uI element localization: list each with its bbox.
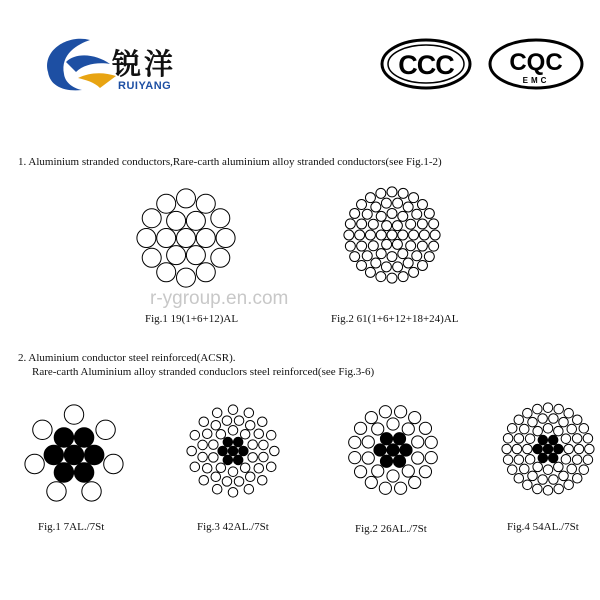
section-2-subheading: Rare-carth Aluminium alloy stranded conduclors steel reinforced(see Fig.3-6) xyxy=(32,366,375,378)
steel-wire xyxy=(374,444,386,456)
aluminium-wire xyxy=(167,246,186,265)
aluminium-wire xyxy=(365,476,377,488)
aluminium-wire xyxy=(543,465,553,475)
aluminium-wire xyxy=(533,462,543,472)
aluminium-wire xyxy=(211,472,221,482)
aluminium-wire xyxy=(222,416,232,426)
aluminium-wire xyxy=(362,452,374,464)
aluminium-wire xyxy=(538,414,548,424)
aluminium-wire xyxy=(585,444,595,454)
aluminium-wire xyxy=(196,194,215,213)
aluminium-wire xyxy=(507,424,517,434)
aluminium-wire xyxy=(523,480,533,490)
figure-61-strand-conductor xyxy=(342,185,442,285)
aluminium-wire xyxy=(257,417,267,427)
aluminium-wire xyxy=(167,211,186,230)
aluminium-wire xyxy=(514,415,524,425)
brand-chinese-name: 锐洋 xyxy=(112,47,177,81)
aluminium-wire xyxy=(502,444,512,454)
steel-wire xyxy=(554,444,564,454)
aluminium-wire xyxy=(514,434,524,444)
aluminium-wire xyxy=(538,475,548,485)
section-2-heading: 2. Aluminium conductor steel reinforced(ACSR). xyxy=(18,352,236,364)
aluminium-wire xyxy=(259,440,269,450)
steel-wire xyxy=(380,455,392,467)
steel-wire xyxy=(380,433,392,445)
aluminium-wire xyxy=(212,408,222,418)
aluminium-wire xyxy=(216,463,226,473)
aluminium-wire xyxy=(574,444,584,454)
figure-42al-caption: Fig.3 42AL./7St xyxy=(197,521,269,533)
aluminium-wire xyxy=(82,482,101,501)
aluminium-wire xyxy=(345,241,355,251)
aluminium-wire xyxy=(429,219,439,229)
aluminium-wire xyxy=(381,198,391,208)
aluminium-wire xyxy=(403,202,413,212)
steel-wire xyxy=(393,433,405,445)
aluminium-wire xyxy=(406,241,416,251)
aluminium-wire xyxy=(559,471,569,481)
aluminium-wire xyxy=(392,239,402,249)
aluminium-wire xyxy=(395,406,407,418)
steel-wire xyxy=(54,428,73,447)
aluminium-wire xyxy=(266,462,276,472)
aluminium-wire xyxy=(554,462,564,472)
aluminium-wire xyxy=(198,440,208,450)
aluminium-wire xyxy=(409,476,421,488)
aluminium-wire xyxy=(424,252,434,262)
aluminium-wire xyxy=(198,452,208,462)
aluminium-wire xyxy=(412,452,424,464)
aluminium-wire xyxy=(507,465,517,475)
aluminium-wire xyxy=(523,408,533,418)
aluminium-wire xyxy=(357,200,367,210)
aluminium-wire xyxy=(387,273,397,283)
aluminium-wire xyxy=(376,249,386,259)
aluminium-wire xyxy=(355,230,365,240)
watermark: r-ygroup.en.com xyxy=(150,288,289,309)
aluminium-wire xyxy=(382,239,392,249)
aluminium-wire xyxy=(376,230,386,240)
aluminium-wire xyxy=(403,258,413,268)
aluminium-wire xyxy=(567,464,577,474)
aluminium-wire xyxy=(362,209,372,219)
aluminium-wire xyxy=(398,188,408,198)
aluminium-wire xyxy=(409,230,419,240)
aluminium-wire xyxy=(519,464,529,474)
aluminium-wire xyxy=(349,452,361,464)
aluminium-wire xyxy=(523,444,533,454)
aluminium-wire xyxy=(579,465,589,475)
aluminium-wire xyxy=(561,455,571,465)
aluminium-wire xyxy=(379,482,391,494)
aluminium-wire xyxy=(387,252,397,262)
aluminium-wire xyxy=(371,202,381,212)
aluminium-wire xyxy=(211,248,230,267)
aluminium-wire xyxy=(525,434,535,444)
aluminium-wire xyxy=(64,405,83,424)
aluminium-wire xyxy=(157,194,176,213)
aluminium-wire xyxy=(259,452,269,462)
aluminium-wire xyxy=(186,211,205,230)
steel-wire xyxy=(543,444,553,454)
aluminium-wire xyxy=(177,268,196,287)
steel-wire xyxy=(538,435,548,445)
aluminium-wire xyxy=(425,436,437,448)
aluminium-wire xyxy=(257,475,267,485)
aluminium-wire xyxy=(209,453,219,463)
aluminium-wire xyxy=(583,455,593,465)
cqc-mark-text: CQC xyxy=(509,49,563,76)
aluminium-wire xyxy=(357,241,367,251)
aluminium-wire xyxy=(244,484,254,494)
aluminium-wire xyxy=(419,422,431,434)
aluminium-wire xyxy=(429,241,439,251)
aluminium-wire xyxy=(365,193,375,203)
aluminium-wire xyxy=(419,466,431,478)
figure-7al-7st-conductor xyxy=(22,403,126,507)
figure-54al-7st-conductor xyxy=(500,401,596,497)
figure-42al-7st-conductor xyxy=(185,403,281,499)
steel-wire xyxy=(548,453,558,463)
aluminium-wire xyxy=(365,411,377,423)
aluminium-wire xyxy=(419,230,429,240)
ccc-mark-text: CCC xyxy=(398,50,454,80)
aluminium-wire xyxy=(393,198,403,208)
aluminium-wire xyxy=(196,229,215,248)
aluminium-wire xyxy=(412,251,422,261)
aluminium-wire xyxy=(572,473,582,483)
aluminium-wire xyxy=(177,189,196,208)
aluminium-wire xyxy=(382,221,392,231)
aluminium-wire xyxy=(33,420,52,439)
aluminium-wire xyxy=(554,404,564,414)
aluminium-wire xyxy=(398,249,408,259)
aluminium-wire xyxy=(212,484,222,494)
aluminium-wire xyxy=(228,488,238,498)
aluminium-wire xyxy=(398,272,408,282)
steel-wire xyxy=(533,444,543,454)
aluminium-wire xyxy=(209,440,219,450)
aluminium-wire xyxy=(216,229,235,248)
aluminium-wire xyxy=(567,424,577,434)
aluminium-wire xyxy=(240,430,250,440)
aluminium-wire xyxy=(254,429,264,439)
aluminium-wire xyxy=(417,260,427,270)
aluminium-wire xyxy=(254,463,264,473)
aluminium-wire xyxy=(409,267,419,277)
aluminium-wire xyxy=(425,452,437,464)
aluminium-wire xyxy=(196,263,215,282)
aluminium-wire xyxy=(96,420,115,439)
aluminium-wire xyxy=(362,251,372,261)
aluminium-wire xyxy=(47,482,66,501)
aluminium-wire xyxy=(554,484,564,494)
aluminium-wire xyxy=(379,406,391,418)
aluminium-wire xyxy=(365,230,375,240)
aluminium-wire xyxy=(248,453,258,463)
aluminium-wire xyxy=(406,219,416,229)
aluminium-wire xyxy=(228,426,238,436)
aluminium-wire xyxy=(344,230,354,240)
aluminium-wire xyxy=(372,465,384,477)
aluminium-wire xyxy=(228,467,238,477)
aluminium-wire xyxy=(245,472,255,482)
aluminium-wire xyxy=(549,414,559,424)
aluminium-wire xyxy=(177,229,196,248)
aluminium-wire xyxy=(417,241,427,251)
steel-wire xyxy=(400,444,412,456)
steel-wire xyxy=(548,435,558,445)
aluminium-wire xyxy=(349,436,361,448)
aluminium-wire xyxy=(157,229,176,248)
figure-26al-7st-conductor xyxy=(346,403,440,497)
aluminium-wire xyxy=(357,219,367,229)
aluminium-wire xyxy=(372,423,384,435)
aluminium-wire xyxy=(387,230,397,240)
aluminium-wire xyxy=(392,221,402,231)
steel-wire xyxy=(233,455,243,465)
aluminium-wire xyxy=(190,430,200,440)
aluminium-wire xyxy=(387,470,399,482)
aluminium-wire xyxy=(430,230,440,240)
aluminium-wire xyxy=(393,262,403,272)
aluminium-wire xyxy=(533,426,543,436)
cqc-certification-mark xyxy=(488,38,584,90)
steel-wire xyxy=(218,446,228,456)
aluminium-wire xyxy=(583,434,593,444)
aluminium-wire xyxy=(270,446,280,456)
aluminium-wire xyxy=(199,417,209,427)
aluminium-wire xyxy=(402,465,414,477)
aluminium-wire xyxy=(354,466,366,478)
aluminium-wire xyxy=(25,454,44,473)
aluminium-wire xyxy=(157,263,176,282)
aluminium-wire xyxy=(395,482,407,494)
aluminium-wire xyxy=(533,484,543,494)
aluminium-wire xyxy=(371,258,381,268)
aluminium-wire xyxy=(514,455,524,465)
steel-wire xyxy=(44,445,63,464)
aluminium-wire xyxy=(234,416,244,426)
aluminium-wire xyxy=(533,404,543,414)
steel-wire xyxy=(239,446,249,456)
aluminium-wire xyxy=(525,455,535,465)
ccc-certification-mark xyxy=(380,38,472,90)
aluminium-wire xyxy=(202,463,212,473)
aluminium-wire xyxy=(543,486,553,496)
aluminium-wire xyxy=(409,411,421,423)
steel-wire xyxy=(85,445,104,464)
aluminium-wire xyxy=(424,208,434,218)
figure-7al-caption: Fig.1 7AL./7St xyxy=(38,521,105,533)
aluminium-wire xyxy=(528,417,538,427)
aluminium-wire xyxy=(381,262,391,272)
steel-wire xyxy=(538,453,548,463)
aluminium-wire xyxy=(222,477,232,487)
aluminium-wire xyxy=(398,211,408,221)
figure-19-strand-conductor xyxy=(135,187,237,289)
aluminium-wire xyxy=(512,444,522,454)
steel-wire xyxy=(223,455,233,465)
aluminium-wire xyxy=(216,430,226,440)
aluminium-wire xyxy=(572,455,582,465)
aluminium-wire xyxy=(248,440,258,450)
aluminium-wire xyxy=(245,420,255,430)
aluminium-wire xyxy=(387,418,399,430)
aluminium-wire xyxy=(398,230,408,240)
aluminium-wire xyxy=(572,415,582,425)
aluminium-wire xyxy=(412,436,424,448)
aluminium-wire xyxy=(514,473,524,483)
aluminium-wire xyxy=(559,417,569,427)
aluminium-wire xyxy=(202,429,212,439)
aluminium-wire xyxy=(240,463,250,473)
steel-wire xyxy=(387,444,399,456)
aluminium-wire xyxy=(402,423,414,435)
aluminium-wire xyxy=(142,248,161,267)
steel-wire xyxy=(54,463,73,482)
steel-wire xyxy=(223,437,233,447)
figure-54al-caption: Fig.4 54AL./7St xyxy=(507,521,579,533)
aluminium-wire xyxy=(387,187,397,197)
aluminium-wire xyxy=(354,422,366,434)
aluminium-wire xyxy=(190,462,200,472)
aluminium-wire xyxy=(211,209,230,228)
steel-wire xyxy=(74,463,93,482)
aluminium-wire xyxy=(187,446,197,456)
aluminium-wire xyxy=(368,219,378,229)
aluminium-wire xyxy=(345,219,355,229)
aluminium-wire xyxy=(503,434,513,444)
aluminium-wire xyxy=(528,471,538,481)
aluminium-wire xyxy=(549,475,559,485)
aluminium-wire xyxy=(234,477,244,487)
aluminium-wire xyxy=(266,430,276,440)
aluminium-wire xyxy=(417,200,427,210)
aluminium-wire xyxy=(244,408,254,418)
steel-wire xyxy=(64,445,83,464)
figure-2-caption: Fig.2 61(1+6+12+18+24)AL xyxy=(331,313,459,325)
aluminium-wire xyxy=(564,480,574,490)
aluminium-wire xyxy=(104,454,123,473)
figure-1-caption: Fig.1 19(1+6+12)AL xyxy=(145,313,239,325)
aluminium-wire xyxy=(387,208,397,218)
aluminium-wire xyxy=(554,426,564,436)
aluminium-wire xyxy=(350,252,360,262)
aluminium-wire xyxy=(199,475,209,485)
aluminium-wire xyxy=(357,260,367,270)
aluminium-wire xyxy=(543,424,553,434)
aluminium-wire xyxy=(561,434,571,444)
aluminium-wire xyxy=(142,209,161,228)
aluminium-wire xyxy=(362,436,374,448)
steel-wire xyxy=(233,437,243,447)
aluminium-wire xyxy=(503,455,513,465)
aluminium-wire xyxy=(519,424,529,434)
aluminium-wire xyxy=(579,424,589,434)
aluminium-wire xyxy=(412,209,422,219)
aluminium-wire xyxy=(417,219,427,229)
aluminium-wire xyxy=(368,241,378,251)
aluminium-wire xyxy=(564,444,574,454)
aluminium-wire xyxy=(350,208,360,218)
figure-26al-caption: Fig.2 26AL./7St xyxy=(355,523,427,535)
brand-english-name: RUIYANG xyxy=(118,80,172,92)
steel-wire xyxy=(74,428,93,447)
aluminium-wire xyxy=(543,403,553,413)
aluminium-wire xyxy=(365,267,375,277)
aluminium-wire xyxy=(376,272,386,282)
steel-wire xyxy=(228,446,238,456)
aluminium-wire xyxy=(564,408,574,418)
emc-mark-text: EMC xyxy=(522,76,550,85)
aluminium-wire xyxy=(409,193,419,203)
steel-wire xyxy=(393,455,405,467)
aluminium-wire xyxy=(186,246,205,265)
section-1-heading: 1. Aluminium stranded conductors,Rare-carth aluminium alloy stranded conductors(see Fig.1-2) xyxy=(18,156,442,168)
aluminium-wire xyxy=(228,405,238,415)
aluminium-wire xyxy=(211,420,221,430)
aluminium-wire xyxy=(572,434,582,444)
aluminium-wire xyxy=(137,229,156,248)
aluminium-wire xyxy=(376,211,386,221)
aluminium-wire xyxy=(376,188,386,198)
